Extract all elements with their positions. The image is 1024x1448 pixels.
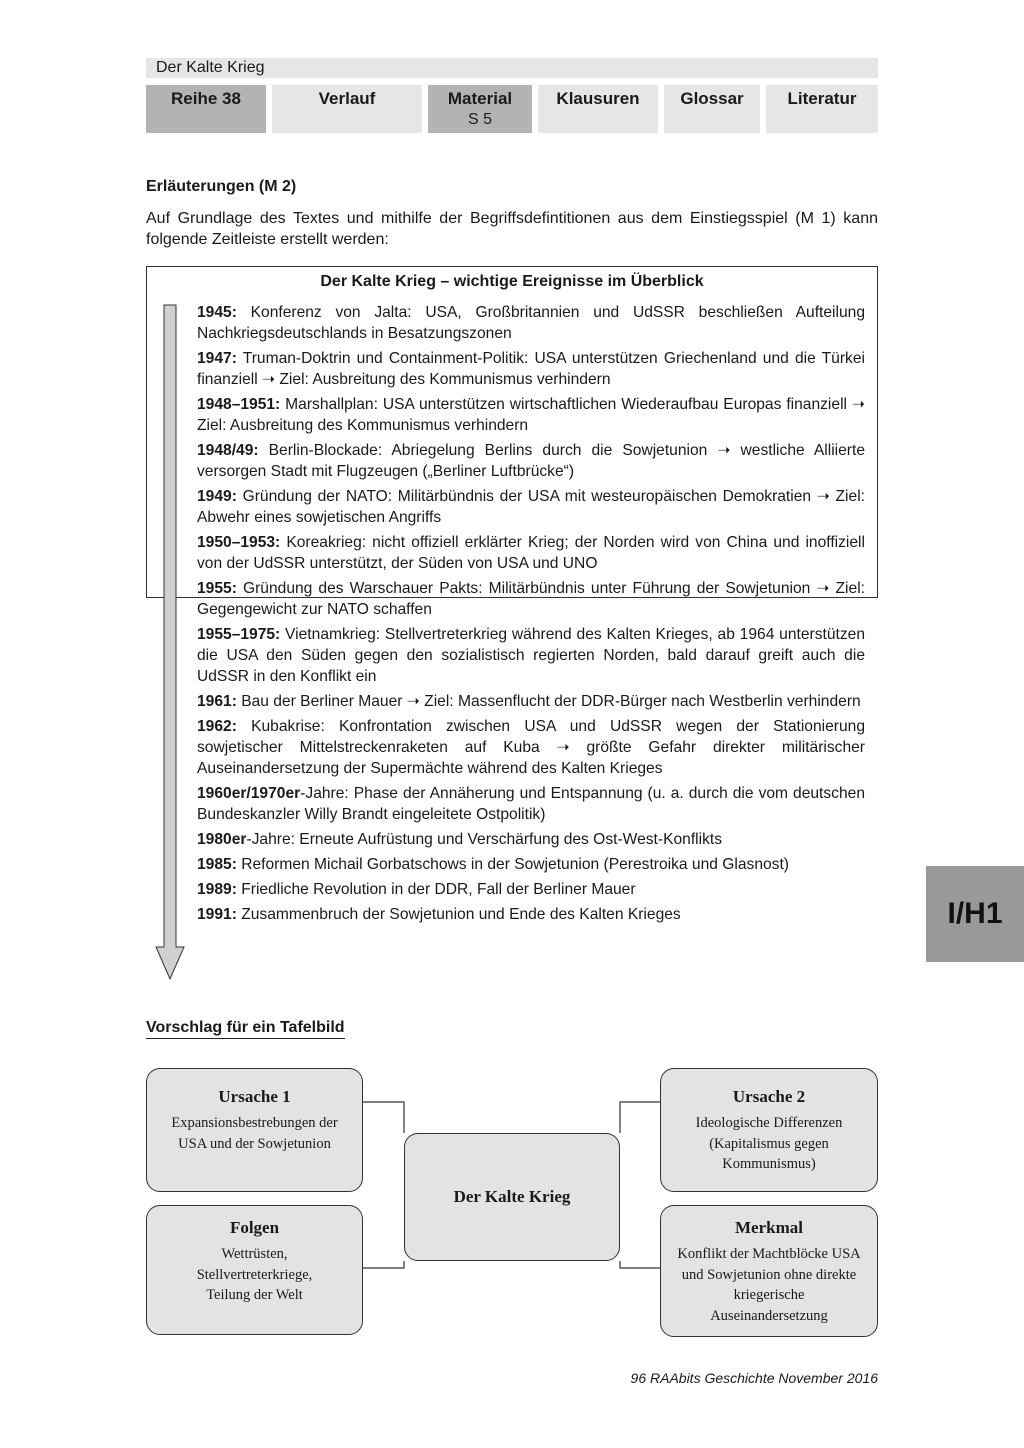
event-text: Truman-Doktrin und Containment-Politik: USA unterstützen Griechenland und die Türkei finanziell ➝ Ziel: Ausbreitung des Kommunismus verhindern <box>197 350 865 388</box>
tab-label: Reihe 38 <box>171 89 241 108</box>
event-year: 1949: <box>197 488 237 505</box>
event-text: Vietnamkrieg: Stellvertreterkrieg während des Kalten Krieges, ab 1964 unterstützen die USA den Süden gegen den sozialistisch regierten Norden, bald darauf greift auch die UdSSR in den Konflikt ein <box>197 626 865 685</box>
event-year: 1947: <box>197 350 237 367</box>
tab-sublabel: S 5 <box>467 111 492 128</box>
tab-label: Material <box>447 89 513 108</box>
event-year: 1991: <box>197 906 237 923</box>
section-marker-tab: I/H1 <box>926 866 1024 962</box>
node-body: Wettrüsten, Stellvertreterkriege, Teilung der Welt <box>196 1246 313 1303</box>
node-ursache-1 <box>146 1068 363 1192</box>
tafelbild-heading: Vorschlag für ein Tafelbild <box>146 1019 345 1039</box>
node-body: Ideologische Differenzen (Kapitalismus gegen Kommunismus) <box>695 1115 843 1172</box>
event-year: 1985: <box>197 856 237 873</box>
event-text: Bau der Berliner Mauer ➝ Ziel: Massenflucht der DDR-Bürger nach Westberlin verhindern <box>236 693 861 710</box>
node-title: Folgen <box>229 1218 280 1237</box>
node-merkmal <box>660 1205 878 1337</box>
timeline-title: Der Kalte Krieg – wichtige Ereignisse im Überblick <box>320 273 704 290</box>
event-year: 1950–1953: <box>197 534 281 551</box>
event-text: Friedliche Revolution in der DDR, Fall der Berliner Mauer <box>236 881 636 898</box>
event-text: Reformen Michail Gorbatschows in der Sowjetunion (Perestroika und Glasnost) <box>236 856 789 873</box>
event-year: 1948/49: <box>197 442 259 459</box>
event-text: Konferenz von Jalta: USA, Großbritannien und UdSSR beschließen Aufteilung Nachkriegsdeutschlands in Besatzungszonen <box>197 304 865 342</box>
event-year: 1955–1975: <box>197 626 281 643</box>
node-body: Expansionsbestrebungen der USA und der Sowjetunion <box>171 1115 338 1152</box>
event-year: 1955: <box>197 580 237 597</box>
section-heading: Erläuterungen (M 2) <box>146 178 297 195</box>
event-text: Gründung des Warschauer Pakts: Militärbündnis unter Führung der Sowjetunion ➝ Ziel: Gegengewicht zur NATO schaffen <box>197 580 865 618</box>
tab-label: Glossar <box>680 89 744 108</box>
event-text: Koreakrieg: nicht offiziell erklärter Krieg; der Norden wird von China und inoffiziell von der UdSSR unterstützt, der Süden von USA und UNO <box>197 534 865 572</box>
tab-label: Literatur <box>787 89 857 108</box>
page-footer: 96 RAAbits Geschichte November 2016 <box>630 1370 878 1386</box>
node-title: Merkmal <box>735 1218 803 1237</box>
event-text: Marshallplan: USA unterstützen wirtschaftlichen Wiederaufbau Europas finanziell ➝ Ziel: Ausbreitung des Kommunismus verhindern <box>197 396 865 434</box>
node-center: Der Kalte Krieg <box>404 1133 620 1261</box>
event-year: 1960er/1970er <box>197 785 301 802</box>
node-body: Konflikt der Machtblöcke USA und Sowjetunion ohne direkte kriegerische Auseinandersetzung <box>677 1246 861 1324</box>
event-year: 1961: <box>197 693 237 710</box>
event-text: Berlin-Blockade: Abriegelung Berlins durch die Sowjetunion ➝ westliche Alliierte versorgen Stadt mit Flugzeugen („Berliner Luftbrücke“) <box>197 442 865 480</box>
event-text: Gründung der NATO: Militärbündnis der USA mit westeuropäischen Demokratien ➝ Ziel: Abwehr eines sowjetischen Angriffs <box>197 488 865 526</box>
tafelbild-diagram <box>146 0 878 1448</box>
intro-paragraph: Auf Grundlage des Textes und mithilfe der Begriffsdefintitionen aus dem Einstiegsspiel (M 1) kann folgende Zeitleiste erstellt werden: <box>146 210 878 248</box>
node-folgen <box>146 1205 363 1335</box>
event-year: 1962: <box>197 718 237 735</box>
event-year: 1989: <box>197 881 237 898</box>
page-header-title: Der Kalte Krieg <box>146 58 878 78</box>
event-text: -Jahre: Phase der Annäherung und Entspannung (u. a. durch die vom deutschen Bundeskanzler Willy Brandt eingeleitete Ostpolitik) <box>197 785 865 823</box>
event-year: 1980er <box>197 831 247 848</box>
node-title: Ursache 1 <box>218 1087 291 1106</box>
event-year: 1948–1951: <box>197 396 281 413</box>
tab-label: Verlauf <box>318 89 376 108</box>
event-text: Zusammenbruch der Sowjetunion und Ende des Kalten Krieges <box>236 906 681 923</box>
node-ursache-2 <box>660 1068 878 1192</box>
event-text: -Jahre: Erneute Aufrüstung und Verschärfung des Ost-West-Konflikts <box>246 831 723 848</box>
node-title: Ursache 2 <box>732 1087 806 1106</box>
event-year: 1945: <box>197 304 237 321</box>
tab-label: Klausuren <box>556 89 640 108</box>
event-text: Kubakrise: Konfrontation zwischen USA und UdSSR wegen der Stationierung sowjetischer Mittelstreckenraketen auf Kuba ➝ größte Gefahr direkter militärischer Auseinandersetzung der Supermächte während des Kalten Krieges <box>197 718 865 777</box>
